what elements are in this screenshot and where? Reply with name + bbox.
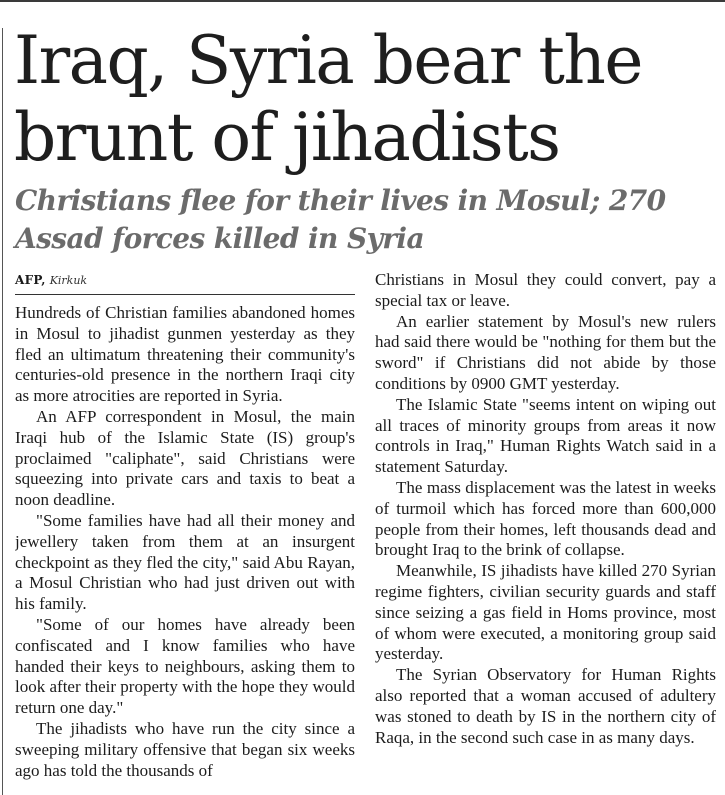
paragraph: The mass displacement was the latest in weeks of turmoil which has forced more than 600,000 people from their homes, left thousands dead and brought Iraq to the brink of collapse. xyxy=(375,477,716,560)
paragraph: The Islamic State "seems intent on wiping out all traces of minority groups from areas it now controls in Iraq," Human Rights Watch said in a statement Saturday. xyxy=(375,394,716,477)
article-column-left xyxy=(15,303,355,795)
paragraph: Christians in Mosul they could convert, pay a special tax or leave. xyxy=(375,270,716,310)
paragraph: "Some families have had all their money and jewellery taken from them at an insurgent checkpoint as they fled the city," said Abu Rayan, a Mosul Christian who had just driven out with his family. xyxy=(15,510,355,614)
paragraph: The Syrian Observatory for Human Rights also reported that a woman accused of adultery was stoned to death by IS in the northern city of Raqa, in the second such case in as many days. xyxy=(375,665,716,747)
paragraph: "Some of our homes have already been confiscated and I know families who have handed their keys to neighbours, asking them to look after their property with the hope they would return one day." xyxy=(15,614,355,718)
headline: Iraq, Syria bear the brunt of jihadists xyxy=(14,22,642,176)
byline-dateline: Kirkuk xyxy=(49,274,88,287)
paragraph: The jihadists who have run the city since a sweeping military offensive that began six weeks ago has told the thousands of xyxy=(15,718,355,780)
top-rule xyxy=(0,0,725,2)
byline-agency: AFP, xyxy=(15,273,46,287)
paragraph: Meanwhile, IS jihadists have killed 270 Syrian regime fighters, civilian security guards and staff since seizing a gas field in Homs province, most of whom were executed, a monitoring group said yesterday. xyxy=(375,561,716,664)
subheadline: Christians flee for their lives in Mosul; 270 Assad forces killed in Syria xyxy=(15,184,666,255)
paragraph: Hundreds of Christian families abandoned homes in Mosul to jihadist gunmen yesterday as they fled an ultimatum threatening their community's centuries-old presence in the northern Iraqi city as more atrocities are reported in Syria. xyxy=(15,303,355,406)
left-margin-rule xyxy=(2,28,3,795)
byline xyxy=(15,270,355,295)
paragraph: An earlier statement by Mosul's new rulers had said there would be "nothing for them but the sword" if Christians did not abide by those conditions by 0900 GMT yesterday. xyxy=(375,311,716,393)
article-column-right xyxy=(375,270,716,795)
paragraph: An AFP correspondent in Mosul, the main Iraqi hub of the Islamic State (IS) group's proclaimed "caliphate", said Christians were squeezing into private cars and taxis to beat a noon deadline. xyxy=(15,406,355,510)
